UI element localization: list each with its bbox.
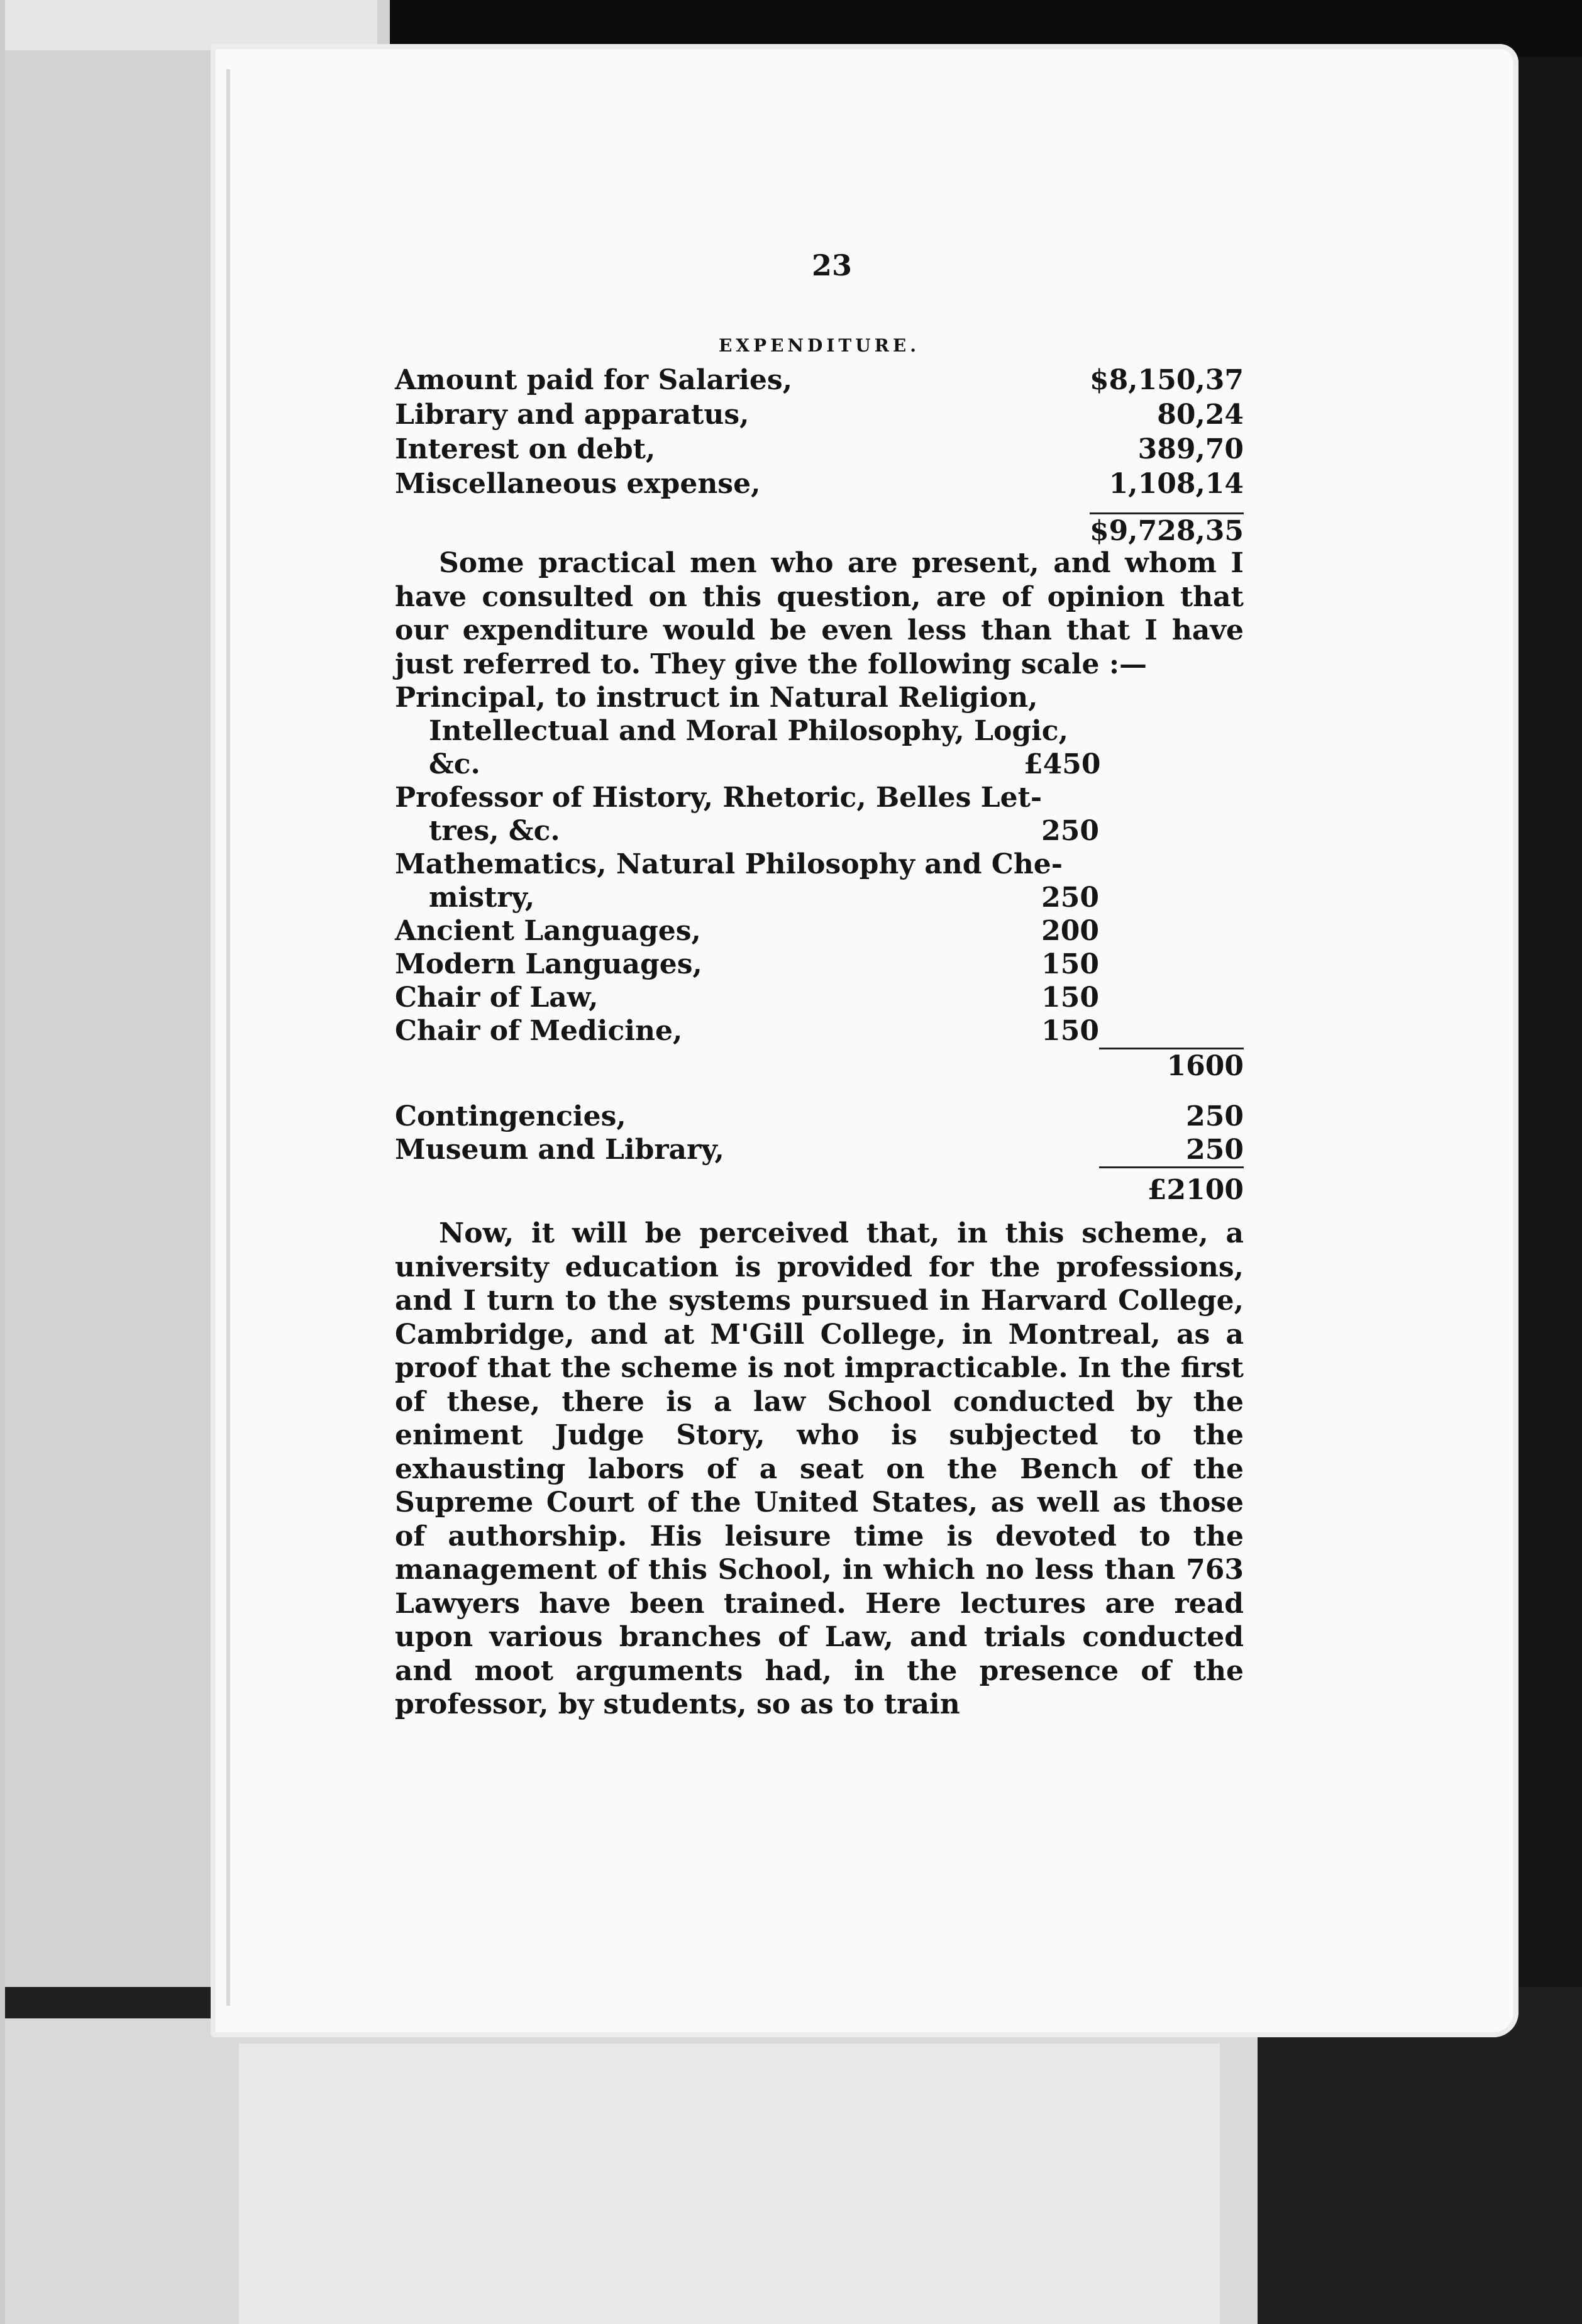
expenditure-label: Interest on debt, — [395, 433, 656, 465]
scale-row — [395, 1048, 1244, 1081]
scale-amount: 150 — [1041, 982, 1099, 1014]
scale-row — [395, 948, 1244, 981]
scale-subtotal — [1099, 881, 1244, 914]
scale-amount — [1024, 1048, 1099, 1081]
scale-row — [395, 981, 1244, 1014]
scale-amount — [1063, 848, 1125, 881]
scale-label: Professor of History, Rhetoric, Belles Let- — [395, 782, 1043, 814]
scale-label: Museum and Library, — [395, 1134, 724, 1166]
scale-total: £2100 — [1099, 1166, 1244, 1210]
scale-subtotal: 250 — [1186, 1134, 1244, 1166]
page-fold-line — [226, 69, 230, 2006]
scale-amount: £450 — [1024, 748, 1101, 780]
scale-subtotal — [1099, 814, 1244, 848]
expenditure-row — [395, 467, 1244, 501]
facing-page-edge — [0, 0, 377, 50]
scale-subtotal — [1099, 948, 1244, 981]
scale-subtotal — [1099, 914, 1244, 948]
scale-label: Mathematics, Natural Philosophy and Che- — [395, 848, 1063, 880]
expenditure-row — [395, 432, 1244, 467]
scale-label: Modern Languages, — [395, 948, 702, 980]
scale-label: Contingencies, — [395, 1100, 626, 1132]
scale-amount — [1024, 1133, 1099, 1166]
expenditure-amount: 1,108,14 — [1109, 468, 1244, 500]
scale-row — [395, 848, 1244, 881]
scale-row — [395, 681, 1244, 714]
scale-total-row — [395, 1166, 1244, 1210]
scale-label: Chair of Medicine, — [395, 1015, 683, 1047]
expenditure-table — [395, 363, 1244, 501]
scale-subtotal: 1600 — [1099, 1048, 1244, 1081]
scale-label: &c. — [429, 748, 480, 780]
scale-subtotal — [1125, 848, 1244, 881]
scale-row — [395, 1133, 1244, 1166]
expenditure-total-row — [395, 501, 1244, 546]
scale-subtotal — [1129, 714, 1244, 748]
page-text — [395, 248, 1244, 1722]
scan-edge — [0, 0, 5, 2324]
scale-row — [395, 881, 1244, 914]
scale-amount: 250 — [1041, 815, 1099, 847]
scale-label: Chair of Law, — [395, 982, 599, 1014]
expenditure-label: Library and apparatus, — [395, 399, 750, 431]
expenditure-amount: $8,150,37 — [1090, 364, 1244, 396]
expenditure-amount: 389,70 — [1137, 433, 1244, 465]
paragraph-harvard: Now, it will be perceived that, in this scheme, a university education is provided for the professions, and I turn to the systems pursued in Harvard College, Cambridge, and at M'Gill College, in Montreal, as a proof that the scheme is not impracticable. In the first of these, there is a law School conducted by the eniment Judge Story, who is subjected to the exhausting labors of a seat on the Bench of the Supreme Court of the United States, as well as those of authorship. His leisure time is devoted to the management of this School, in which no less than 763 Lawyers have been trained. Here lectures are read upon various branches of Law, and trials conducted and moot arguments had, in the presence of the professor, by students, so as to train — [395, 1217, 1244, 1720]
scale-label: tres, &c. — [429, 815, 560, 847]
scale-subtotal — [1099, 748, 1244, 781]
scale-subtotal — [1111, 781, 1244, 814]
scale-subtotal — [1109, 681, 1244, 714]
scale-amount: 150 — [1041, 1015, 1099, 1047]
expenditure-heading: EXPENDITURE. — [718, 335, 921, 356]
scale-amount — [1068, 714, 1129, 748]
scale-label: Intellectual and Moral Philosophy, Logic, — [429, 715, 1068, 747]
scale-row — [395, 914, 1244, 948]
scale-amount: 250 — [1041, 882, 1099, 914]
scale-row — [395, 781, 1244, 814]
expenditure-amount: 80,24 — [1157, 399, 1244, 431]
expenditure-total: $9,728,35 — [1090, 512, 1244, 546]
page-number: 23 — [811, 248, 852, 282]
scale-amount — [1042, 781, 1111, 814]
expenditure-label: Amount paid for Salaries, — [395, 364, 793, 396]
scale-label: mistry, — [429, 882, 535, 914]
spacer — [395, 1081, 1244, 1100]
scale-label: Ancient Languages, — [395, 915, 701, 947]
expenditure-row — [395, 397, 1244, 432]
scale-row — [395, 1100, 1244, 1133]
scale-amount — [1037, 681, 1108, 714]
underlying-page-inner — [239, 2044, 1220, 2324]
scale-amount: 150 — [1041, 948, 1099, 980]
expenditure-row — [395, 363, 1244, 397]
salary-scale-table — [395, 681, 1244, 1166]
scale-subtotal — [1099, 1014, 1244, 1048]
paragraph-practical-men: Some practical men who are present, and whom I have consulted on this question, are of opinion that our expenditure would be even less than that I have just referred to. They give the following scale :— — [395, 547, 1244, 680]
scale-amount — [1024, 1100, 1099, 1133]
scale-label — [395, 1048, 1024, 1081]
scale-amount: 200 — [1041, 915, 1099, 947]
scale-subtotal: 250 — [1186, 1100, 1244, 1132]
expenditure-label: Miscellaneous expense, — [395, 468, 761, 500]
scale-row — [395, 1014, 1244, 1048]
scale-row — [395, 748, 1244, 781]
scale-label: Principal, to instruct in Natural Religion, — [395, 682, 1038, 714]
scale-row — [395, 814, 1244, 848]
scale-subtotal — [1099, 981, 1244, 1014]
scale-row — [395, 714, 1244, 748]
